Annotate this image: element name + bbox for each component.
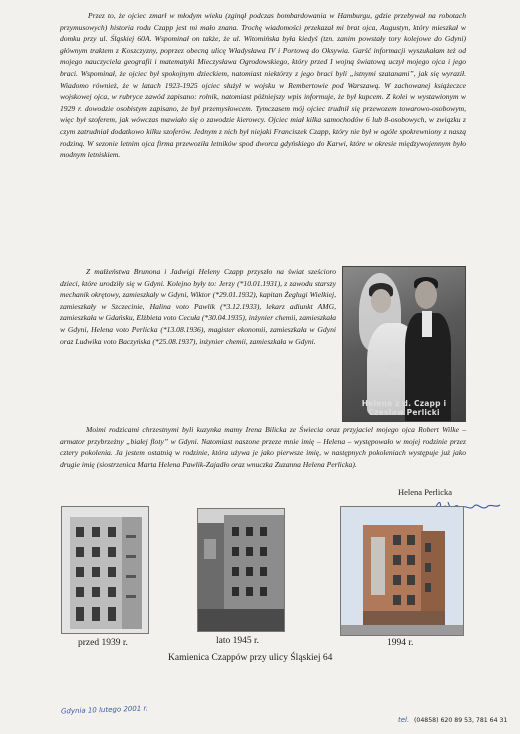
handwritten-date: Gdynia 10 lutego 2001 r.	[60, 704, 149, 716]
photo-caption-1: przed 1939 r.	[78, 638, 128, 648]
building-photo-before-1939	[61, 506, 149, 634]
phone-numbers: (04858) 620 89 53, 781 64 31	[414, 717, 508, 724]
wedding-photo	[342, 266, 466, 422]
handwritten-tel-label: tel.	[398, 716, 410, 724]
wedding-photo-caption: Helena z d. Czapp i Czesław Perlicki	[361, 399, 447, 417]
paragraph-godparents: Moimi rodzicami chrzestnymi byli kuzynka mamy Irena Bilicka ze Świecia oraz przyjaciel mojego ojca Robert Wilke – armator przybrzeżny „białej floty” w Gdyni. Natomiast naszone przeze mnie imię – Helena – występowało w mojej rodzinie przez cztery pokolenia. Ja jestem ostatnią w rodzinie, która używa je jako pierwsze imię, w następnych pokoleniach występuje już jako drugie imię (siostrzenica Marta Helena Pawlik-Zajadło oraz wnuczka Zuzanna Helena Perlicka).	[60, 425, 466, 469]
building-photo-1994	[340, 506, 464, 636]
signer-name: Helena Perlicka	[398, 487, 453, 497]
photos-title: Kamienica Czappów przy ulicy Śląskiej 64	[168, 653, 333, 663]
photo-caption-3: 1994 r.	[387, 638, 414, 648]
building-photo-summer-1945	[197, 508, 285, 632]
paragraph-family-history: Przez to, że ojciec zmarł w młodym wieku (zginął podczas bombardowania w Hamburgu, gdzie przebywał na robotach przymusowych) historia rodu Czapp jest mi mało znana. Trochę wiadomości przekazał mi brat ojca, Augustyn, który mieszkał w domku przy ul. Śląskiej 60A. Wspominał on także, że ul. Witomińska była kiedyś (tzn. zanim powstały tory kolejowe do Gdyni) głównym traktem z Koszczyzny, poprzez obecną ulicę Władysława IV i Portową do Oksywia. Garść informacji wyszukałam też od mojego nauczyciela geografii i matematyki Mieczysława Ogrodowskiego, który przed I wojną światową uczył mojego ojca i jego braci. Wspominał, że ojciec był spokojnym dzieckiem, natomiast niektórzy z jego braci byli „istnymi szatanami”, jak się wyraził. Wiadomo również, że w latach 1923-1925 ojciec służył w wojsku w Rembertowie pod Warszawą. W zachowanej książeczce wojskowej ojca, w rubryce zawód zapisano: rolnik, natomiast późniejszy wpis informuje, że był kupcem. Z kolei w wystawionym w 1929 r. dowodzie osobistym zapisano, że był przemysłowcem. Tymczasem mój ojciec trudnił się przewozem towarowo-osobowym, więc był szoferem, jak wówczas mawiało się o zawodzie kierowcy. Ojciec miał kilka samochodów 6 lub 8-osobowych, w związku z czym zatrudniał dodatkowo kilku szoferów. Jednym z nich był niejaki Franciszek Czapp, który nie był w ogóle spokrewniony z naszą rodziną. W sezonie letnim ojca firma przewoziła letników spod dworca gdyńskiego do Karwi, które w okresie międzywojennym było modnym letniskiem.	[60, 11, 466, 160]
photo-caption-2: lato 1945 r.	[216, 636, 260, 646]
paragraph-children: Z małżeństwa Brunona i Jadwigi Heleny Czapp przyszło na świat sześcioro dzieci, które urodziły się w Gdyni. Kolejno były to: Jerzy (*10.01.1931), z zawodu starszy mechanik okrętowy, zamieszkały w Gdyni, Wiktor (*29.01.1932), kapitan Żeglugi Wielkiej, zamieszkały w Szczecinie, Halina voto Pawlik (*3.12.1933), lekarz adiunkt AMG, zamieszkała w Gdańsku, Elżbieta voto Cecuła (*30.04.1935), inżynier chemii, zamieszkała w Gdyni, Helena voto Perlicka (*13.08.1936), magister ekonomii, zamieszkała w Gdyni oraz Ludwika voto Baczyńska (*25.08.1937), inżynier chemii, zamieszkała w Gdyni.	[60, 267, 336, 346]
